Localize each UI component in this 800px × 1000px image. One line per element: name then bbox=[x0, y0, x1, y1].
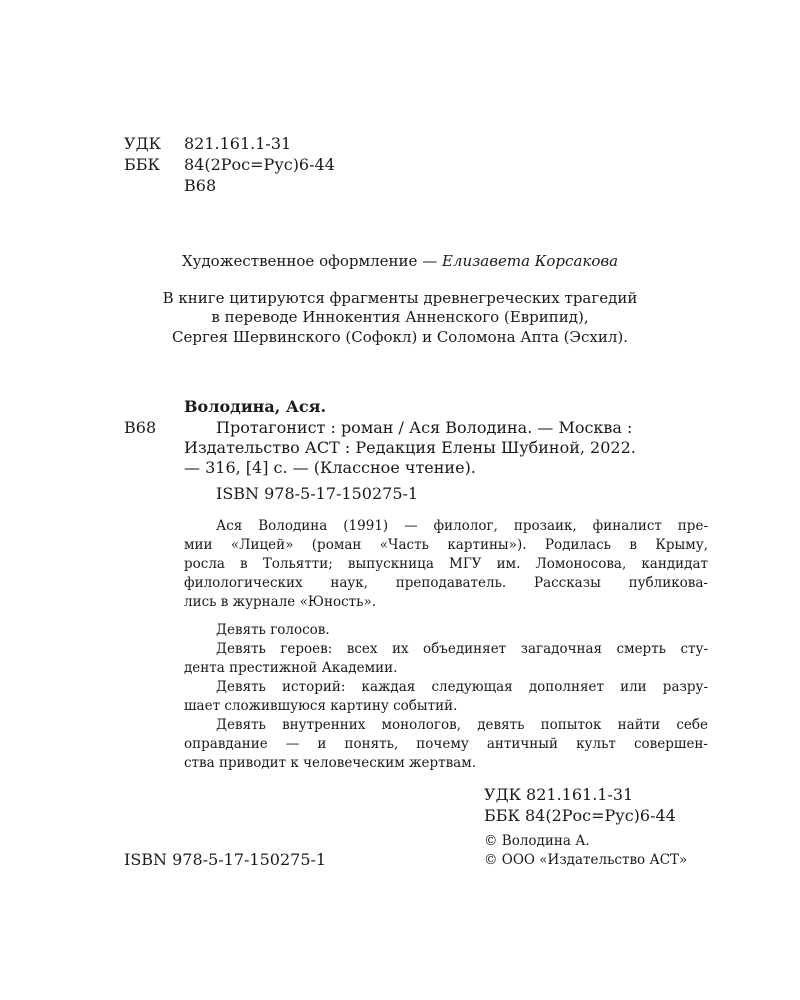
bio-line: лись в журнале «Юность». bbox=[184, 594, 376, 610]
bio-line: Ася Володина (1991) — филолог, прозаик, финалист пре- bbox=[216, 518, 708, 534]
copyright-publisher: © ООО «Издательство АСТ» bbox=[484, 852, 688, 868]
annotation-line: оправдание — и понять, почему античный культ совершен- bbox=[184, 736, 708, 752]
biblio-line-3: — 316, [4] с. — (Классное чтение). bbox=[184, 458, 476, 477]
udk-value: 821.161.1-31 bbox=[184, 134, 292, 153]
annotation-line: Девять героев: всех их объединяет загадочная смерть сту- bbox=[216, 641, 708, 657]
bio-line: мии «Лицей» (роман «Часть картины»). Родилась в Крыму, bbox=[184, 537, 708, 553]
design-credit-prefix: Художественное оформление — bbox=[181, 252, 442, 270]
annotation-line: шает сложившуюся картину событий. bbox=[184, 698, 458, 714]
annotation-line: Девять внутренних монологов, девять попыток найти себе bbox=[216, 717, 708, 733]
footer-bbk: ББК 84(2Рос=Рус)6-44 bbox=[484, 806, 676, 825]
annotation-line: Девять историй: каждая следующая дополняет или разру- bbox=[216, 679, 708, 695]
bio-line: росла в Тольятти; выпускница МГУ им. Ломоносова, кандидат bbox=[184, 556, 708, 572]
annotation bbox=[184, 621, 708, 773]
bbk-value: 84(2Рос=Рус)6-44 bbox=[184, 155, 335, 174]
author-mark: В68 bbox=[184, 176, 217, 195]
bio-line: филологических наук, преподаватель. Рассказы публикова- bbox=[184, 575, 708, 591]
annotation-line: ства приводит к человеческим жертвам. bbox=[184, 755, 477, 771]
quotes-note-line-3: Сергея Шервинского (Софокл) и Соломона Апта (Эсхил). bbox=[171, 328, 629, 346]
design-credit-name: Елизавета Корсакова bbox=[441, 252, 619, 270]
quotes-note-line-2: в переводе Иннокентия Анненского (Еврипид), bbox=[211, 308, 589, 326]
design-credit bbox=[0, 251, 800, 271]
footer-udk: УДК 821.161.1-31 bbox=[484, 785, 634, 804]
biblio-line-2: Издательство АСТ : Редакция Елены Шубиной, 2022. bbox=[184, 438, 636, 457]
author-bio bbox=[184, 517, 708, 612]
entry-mark: В68 bbox=[124, 418, 157, 437]
author-heading: Володина, Ася. bbox=[184, 397, 327, 416]
biblio-line-1: Протагонист : роман / Ася Володина. — Москва : bbox=[216, 418, 633, 437]
annotation-line: Девять голосов. bbox=[216, 622, 330, 638]
footer-isbn: ISBN 978-5-17-150275-1 bbox=[124, 850, 327, 869]
bbk-label: ББК bbox=[124, 155, 160, 174]
annotation-line: дента престижной Академии. bbox=[184, 660, 398, 676]
entry-isbn: ISBN 978-5-17-150275-1 bbox=[216, 484, 419, 503]
quotes-note-line-1: В книге цитируются фрагменты древнегреческих трагедий bbox=[162, 289, 638, 307]
copyright-author: © Володина А. bbox=[484, 833, 590, 849]
udk-label: УДК bbox=[124, 134, 161, 153]
